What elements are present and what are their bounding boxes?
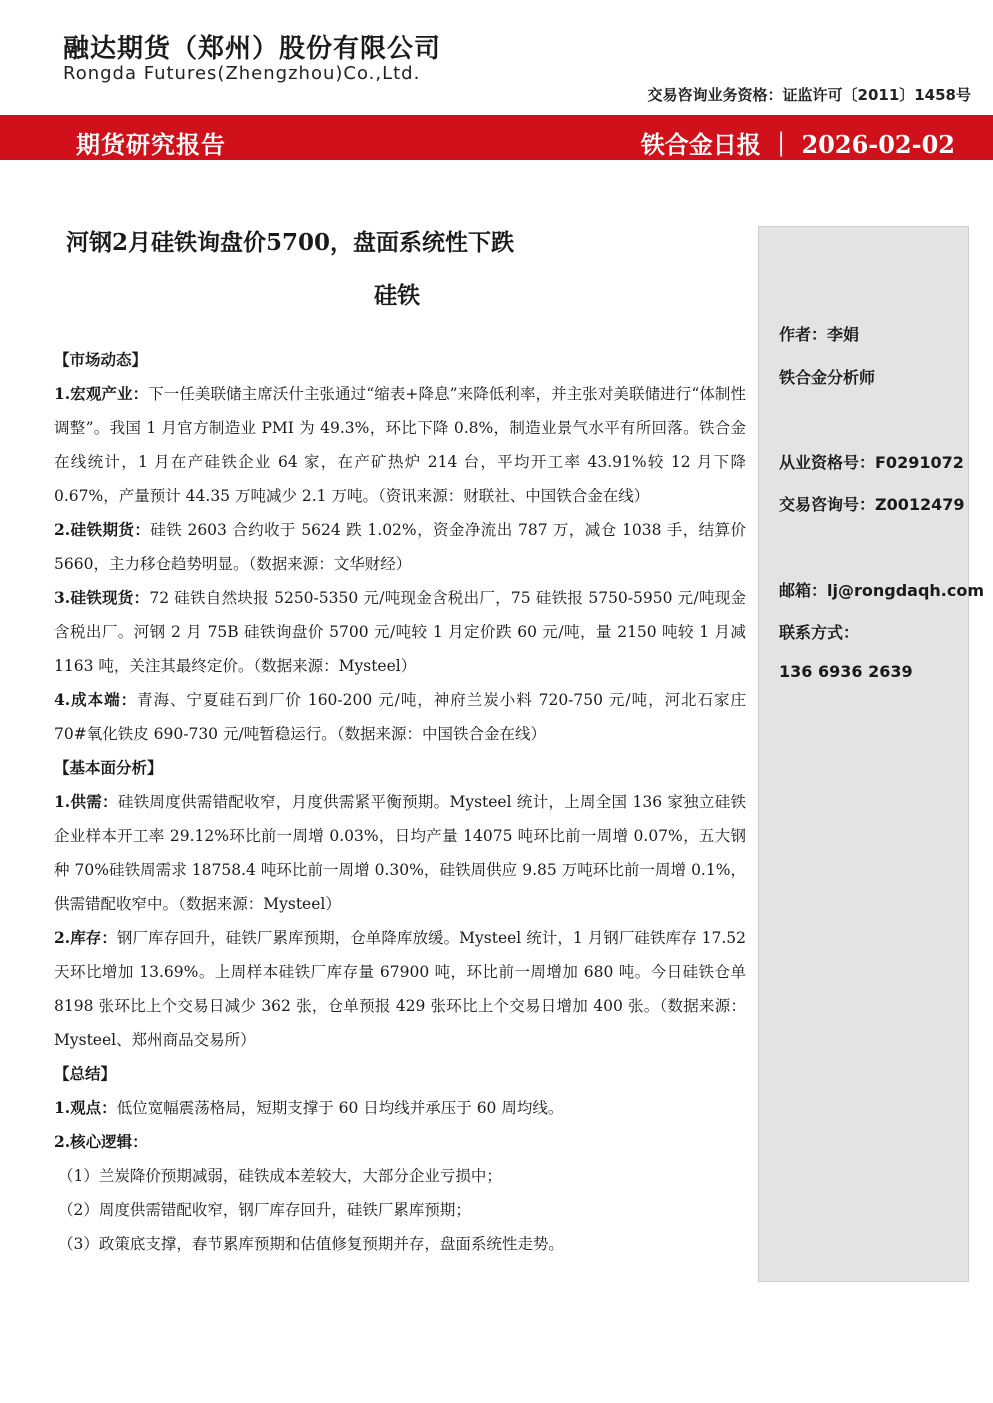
paragraph-supply-demand [54, 785, 746, 921]
paragraph-text: 硅铁 2603 合约收于 5624 跌 1.02%，资金净流出 787 万，减仓 1038 手，结算价 5660，主力移仓趋势明显。（数据来源：文华财经） [54, 521, 746, 573]
paragraph-text: 72 硅铁自然块报 5250-5350 元/吨现金含税出厂，75 硅铁报 5750-5950 元/吨现金含税出厂。河钢 2 月 75B 硅铁询盘价 5700 元/吨较 1 月定价跌 60 元/吨，量 2150 吨较 1 月减 1163 吨，关注其最终定价。（数据来源：Mysteel） [54, 589, 746, 675]
logic-item: （1）兰炭降价预期减弱，硅铁成本差较大，大部分企业亏损中； [58, 1167, 502, 1185]
paragraph-label: 1.供需： [54, 792, 118, 811]
section-heading-market: 【市场动态】 [54, 350, 148, 369]
paragraph-view [54, 1091, 746, 1125]
company-name-en: Rongda Futures(Zhengzhou)Co.,Ltd. [63, 63, 421, 84]
paragraph-inventory [54, 921, 746, 1057]
contact-label: 联系方式： [779, 623, 860, 642]
paragraph-label: 3.硅铁现货： [54, 588, 150, 607]
report-banner [0, 115, 993, 160]
section-heading-summary: 【总结】 [54, 1064, 117, 1083]
report-body [54, 343, 746, 1261]
paragraph-label: 4.成本端： [54, 690, 138, 709]
author-role: 铁合金分析师 [779, 368, 876, 387]
banner-report-date: 铁合金日报 ｜ 2026-02-02 [640, 130, 955, 159]
paragraph-label: 1.宏观产业： [54, 384, 149, 403]
company-name-cn: 融达期货（郑州）股份有限公司 [63, 34, 442, 64]
consult-number: 交易咨询号：Z0012479 [779, 495, 965, 514]
banner-report-type: 期货研究报告 [76, 130, 226, 159]
section-heading-fundamental: 【基本面分析】 [54, 758, 163, 777]
paragraph-text: 下一任美联储主席沃什主张通过“缩表+降息”来降低利率，并主张对美联储进行“体制性调整”。我国 1 月官方制造业 PMI 为 49.3%，环比下降 0.8%，制造业景气水平有所回落。铁合金在线统计，1 月在产硅铁企业 64 家，在产矿热炉 214 台，平均开工率 43.91%较 12 月下降 0.67%，产量预计 44.35 万吨减少 2.1 万吨。（资讯来源：财联社、中国铁合金在线） [54, 385, 746, 505]
paragraph-label: 2.库存： [54, 928, 117, 947]
report-title: 河钢2月硅铁询盘价5700，盘面系统性下跌 [66, 229, 515, 256]
report-subtitle: 硅铁 [374, 282, 420, 309]
paragraph-spot [54, 581, 746, 683]
contact-phone: 136 6936 2639 [779, 662, 913, 681]
logic-item: （3）政策底支撑，春节累库预期和估值修复预期并存，盘面系统性走势。 [58, 1235, 564, 1253]
paragraph-macro [54, 377, 746, 513]
paragraph-label: 2.硅铁期货： [54, 520, 151, 539]
author-name: 作者：李娟 [779, 325, 860, 344]
paragraph-text: 硅铁周度供需错配收窄，月度供需紧平衡预期。Mysteel 统计，上周全国 136 家独立硅铁企业样本开工率 29.12%环比前一周增 0.03%，日均产量 14075 吨环比前一周增 0.07%，五大钢种 70%硅铁周需求 18758.4 吨环比前一周增 0.30%，硅铁周供应 9.85 万吨环比前一周增 0.1%，供需错配收窄中。（数据来源：Mysteel） [54, 793, 746, 913]
author-email[interactable]: 邮箱：lj@rongdaqh.com [779, 581, 985, 600]
paragraph-cost [54, 683, 746, 751]
paragraph-futures [54, 513, 746, 581]
license-info: 交易咨询业务资格：证监许可〔2011〕1458号 [647, 86, 971, 104]
paragraph-label: 2.核心逻辑： [54, 1132, 148, 1151]
qualification-number: 从业资格号：F0291072 [779, 453, 964, 472]
logic-item: （2）周度供需错配收窄，钢厂库存回升，硅铁厂累库预期； [58, 1201, 471, 1219]
paragraph-label: 1.观点： [54, 1098, 117, 1117]
paragraph-text: 低位宽幅震荡格局，短期支撑于 60 日均线并承压于 60 周均线。 [116, 1099, 564, 1117]
paragraph-text: 钢厂库存回升，硅铁厂累库预期，仓单降库放缓。Mysteel 统计，1 月钢厂硅铁库存 17.52 天环比增加 13.69%。上周样本硅铁厂库存量 67900 吨，环比前一周增加 680 吨。今日硅铁仓单 8198 张环比上个交易日减少 362 张，仓单预报 429 张环比上个交易日增加 400 张。（数据来源：Mysteel、郑州商品交易所） [54, 929, 746, 1049]
paragraph-text: 青海、宁夏硅石到厂价 160-200 元/吨，神府兰炭小料 720-750 元/吨，河北石家庄 70#氧化铁皮 690-730 元/吨暂稳运行。（数据来源：中国铁合金在线） [54, 691, 746, 743]
paragraph-core-logic [54, 1125, 746, 1159]
